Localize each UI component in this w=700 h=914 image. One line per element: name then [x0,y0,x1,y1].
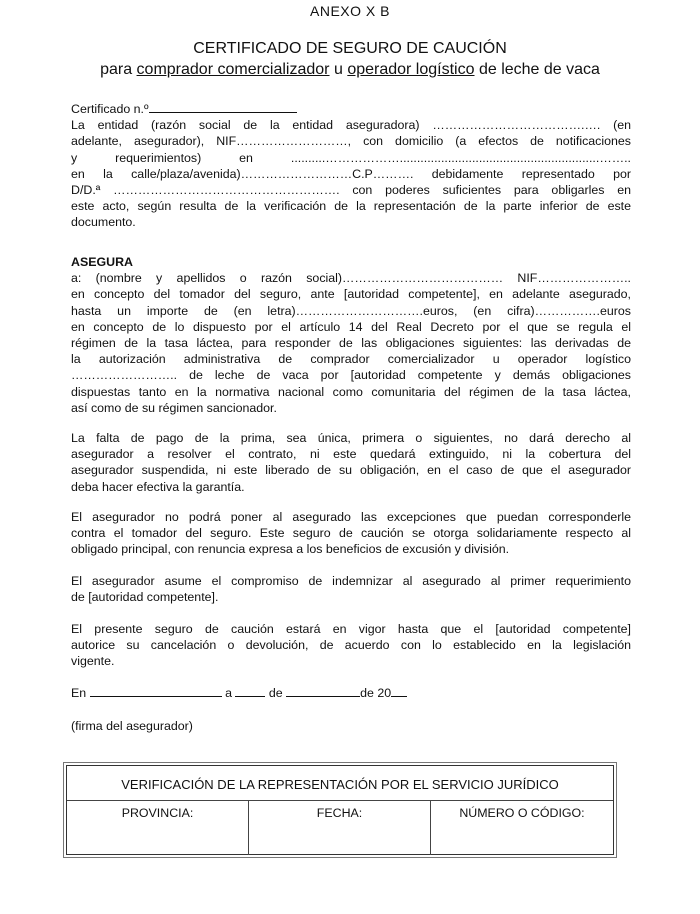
date-de-label: de [268,686,283,700]
document-subtitle [0,61,700,79]
asegura-block [71,254,631,416]
paragraph-line: contra el tomador del seguro. Este seguro de caución se otorga solidariamente respecto al [71,526,631,541]
paragraph-line: autorice su cancelación o devolución, de acuerdo con lo establecido en la legislación [71,638,631,653]
asegura-line: …………………….. de leche de vaca por [autoridad competente y demás obligaciones [71,368,631,383]
date-year-label: de 20 [360,686,392,700]
certificate-number-blank[interactable] [149,101,297,113]
intro-line: D/D.ª ………………………………………………. con poderes suficientes para obligarles en [71,183,631,198]
date-label: FECHA: [316,806,363,820]
month-blank[interactable] [286,685,360,697]
paragraph-line: El asegurador asume el compromiso de indemnizar al asegurado al primer requerimiento [71,574,631,588]
paragraph-compromiso [71,573,631,605]
paragraph-line: vigente. [71,654,115,669]
date-en-label: En [71,686,87,700]
paragraph-line: El asegurador no podrá poner al asegurado las excepciones que puedan corresponderle [71,510,631,524]
asegura-line: en concepto de lo dispuesto por el artículo 14 del Real Decreto por el que se regula el [71,319,631,334]
code-label: NÚMERO O CÓDIGO: [459,806,585,820]
subtitle-part: para [100,61,137,78]
date-cell[interactable] [249,800,431,855]
asegura-line: así como de su régimen sancionador. [71,400,277,415]
year-blank[interactable] [391,685,407,697]
paragraph-line: deba hacer efectiva la garantía. [71,479,245,494]
asegura-line: la autorización administrativa de comprador comercializador u operador logístico [71,352,631,367]
certificate-number-line [71,101,631,117]
asegura-line: en concepto del tomador del seguro, ante [autoridad competente], en adelante asegurado, [71,287,631,302]
asegura-line: a: (nombre y apellidos o razón social)………………………………… NIF………………….. [71,271,631,286]
annex-label: ANEXO X B [310,3,390,19]
paragraph-line: asegurador a resolver el contrato, ni este quedará extinguido, ni la cobertura del [71,447,631,462]
subtitle-part: de leche de vaca [474,61,600,78]
asegura-line: dispuestas tanto en la normativa nacional como comunitaria del régimen de la tasa láctea, [71,384,631,399]
subtitle-operador: operador logístico [347,61,475,78]
subtitle-comprador: comprador comercializador [136,61,330,78]
paragraph-excepciones [71,509,631,558]
asegura-line: hasta un importe de (en letra)………………………….euros, (en cifra)…………….euros [71,303,631,318]
paragraph-line: asegurador suspendida, ni este liberado de su obligación, en el caso de que el asegurador [71,463,631,478]
signature-label: (firma del asegurador) [71,719,193,733]
signature-label-block [71,718,631,734]
paragraph-vigor [71,621,631,670]
intro-block [71,101,631,231]
paragraph-line: La falta de pago de la prima, sea única, primera o siguientes, no dará derecho al [71,431,631,445]
paragraph-line: de [autoridad competente]. [71,590,219,605]
date-a-label: a [225,686,232,700]
verification-table [66,765,614,855]
intro-line: en la calle/plaza/avenida)………………………C.P………. debidamente representado por [71,166,631,181]
code-cell[interactable] [431,800,613,855]
province-label: PROVINCIA: [121,806,194,820]
certificate-number-label: Certificado n.º [71,102,149,116]
subtitle-part: u [329,61,348,78]
paragraph-line: obligado principal, con renuncia expresa a los beneficios de excusión y división. [71,542,510,557]
intro-line: documento. [71,215,136,230]
intro-line: adelante, asegurador), NIF………………………, con domicilio (a efectos de notificaciones [71,134,631,149]
paragraph-falta-pago [71,430,631,495]
intro-line: La entidad (razón social de la entidad aseguradora) ……………………………….…. (en [71,118,631,133]
place-blank[interactable] [90,685,222,697]
document-title: CERTIFICADO DE SEGURO DE CAUCIÓN [193,40,507,57]
paragraph-line: El presente seguro de caución estará en vigor hasta que el [autoridad competente] [71,622,631,636]
date-line [71,685,631,701]
day-blank[interactable] [235,685,265,697]
signature-date-line [71,685,631,701]
asegura-line: régimen de la tasa láctea, para responder de las obligaciones siguientes: las derivadas de [71,336,631,351]
intro-line: y requerimientos) en ..........………………..........................................................…….. [71,150,631,165]
intro-line: este acto, según resulta de la verificación de la representación de la parte inferior de este [71,199,631,214]
asegura-heading: ASEGURA [71,255,133,269]
province-cell[interactable] [67,800,249,855]
verification-table-header: VERIFICACIÓN DE LA REPRESENTACIÓN POR EL SERVICIO JURÍDICO [67,766,613,801]
